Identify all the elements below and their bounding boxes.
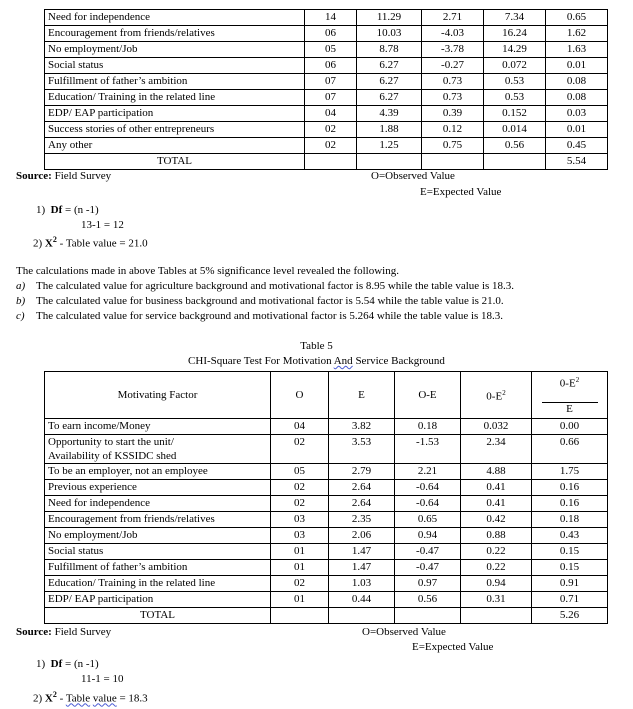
expected-cell: 2.64 <box>329 496 395 512</box>
expected-cell: 1.47 <box>329 560 395 576</box>
o-minus-e-cell: -0.64 <box>395 496 461 512</box>
summary-item-b: b) The calculated value for business background and motivational factor is 5.54 while the table value is 21.0. <box>16 295 504 307</box>
table-5-row <box>45 592 608 608</box>
table-1-row <box>45 138 608 154</box>
expected-cell: 1.03 <box>329 576 395 592</box>
df-formula-1: 1) Df = (n -1) <box>36 204 99 216</box>
observed-cell: 01 <box>271 544 329 560</box>
header-chi-ratio: $0-E^2$ E <box>532 372 608 419</box>
o-minus-e-squared-cell: 4.88 <box>461 464 532 480</box>
o-minus-e-squared-cell: 0.072 <box>484 58 546 74</box>
o-minus-e-squared-cell: 0.41 <box>461 496 532 512</box>
total-value: 5.54 <box>546 154 608 170</box>
expected-cell: 4.39 <box>357 106 422 122</box>
expected-cell: 2.35 <box>329 512 395 528</box>
total-value: 5.26 <box>532 608 608 624</box>
o-minus-e-cell: 0.73 <box>422 90 484 106</box>
expected-cell: 2.79 <box>329 464 395 480</box>
table-1-row <box>45 42 608 58</box>
table-5-row <box>45 435 608 464</box>
factor-cell: Previous experience <box>45 480 271 496</box>
table-5-row <box>45 560 608 576</box>
table-5-row <box>45 496 608 512</box>
factor-cell: Encouragement from friends/relatives <box>45 26 305 42</box>
factor-cell: Social status <box>45 58 305 74</box>
df-formula-2: 1) Df = (n -1) <box>36 658 99 670</box>
o-minus-e-squared-cell: 0.53 <box>484 74 546 90</box>
chi-table-value-1: 2) $X^2$ - Table value = 21.0 <box>33 235 148 250</box>
total-label: TOTAL <box>45 608 271 624</box>
observed-cell: 06 <box>305 26 357 42</box>
o-minus-e-squared-cell: 0.22 <box>461 560 532 576</box>
o-minus-e-cell: -0.64 <box>395 480 461 496</box>
observed-cell: 02 <box>305 122 357 138</box>
expected-legend-1: E=Expected Value <box>420 186 502 198</box>
observed-cell: 14 <box>305 10 357 26</box>
table-5 <box>44 371 608 624</box>
expected-cell: 3.82 <box>329 419 395 435</box>
header-o-minus-e-squared: $0-E^2$ <box>461 372 532 419</box>
observed-cell: 07 <box>305 90 357 106</box>
total-empty-cell <box>271 608 329 624</box>
factor-cell: EDP/ EAP participation <box>45 592 271 608</box>
expected-cell: 1.88 <box>357 122 422 138</box>
observed-cell: 05 <box>305 42 357 58</box>
o-minus-e-cell: -0.47 <box>395 544 461 560</box>
o-minus-e-squared-cell: 0.31 <box>461 592 532 608</box>
total-empty-cell <box>461 608 532 624</box>
expected-cell: 6.27 <box>357 90 422 106</box>
total-empty-cell <box>357 154 422 170</box>
o-minus-e-cell: -1.53 <box>395 435 461 464</box>
df-value-2: 11-1 = 10 <box>81 673 124 685</box>
source-1: Source: Field Survey <box>16 170 112 182</box>
o-minus-e-squared-cell: 0.94 <box>461 576 532 592</box>
o-minus-e-cell: 0.12 <box>422 122 484 138</box>
table-1-continued <box>44 9 608 170</box>
total-empty-cell <box>422 154 484 170</box>
factor-cell <box>45 435 271 464</box>
total-row <box>45 154 608 170</box>
table-5-header-row <box>45 372 608 419</box>
o-minus-e-cell: -4.03 <box>422 26 484 42</box>
factor-line-2: Availability of KSSIDC shed <box>48 450 177 462</box>
observed-cell: 03 <box>271 528 329 544</box>
o-minus-e-squared-cell: 0.88 <box>461 528 532 544</box>
o-minus-e-cell: 0.73 <box>422 74 484 90</box>
table-5-row <box>45 512 608 528</box>
factor-cell: Education/ Training in the related line <box>45 576 271 592</box>
expected-cell: 8.78 <box>357 42 422 58</box>
total-empty-cell <box>484 154 546 170</box>
table-1-row <box>45 58 608 74</box>
o-minus-e-squared-cell: 0.152 <box>484 106 546 122</box>
observed-cell: 04 <box>271 419 329 435</box>
chi-ratio-cell: 0.65 <box>546 10 608 26</box>
table-1-row <box>45 122 608 138</box>
o-minus-e-cell: 2.71 <box>422 10 484 26</box>
table-5-row <box>45 464 608 480</box>
chi-ratio-cell: 0.18 <box>532 512 608 528</box>
summary-item-a: a) The calculated value for agriculture background and motivational factor is 8.95 while the table value is 18.3. <box>16 280 515 292</box>
table-5-row <box>45 480 608 496</box>
header-e: E <box>329 372 395 419</box>
expected-cell: 11.29 <box>357 10 422 26</box>
factor-cell: To be an employer, not an employee <box>45 464 271 480</box>
o-minus-e-cell: 0.18 <box>395 419 461 435</box>
observed-cell: 01 <box>271 592 329 608</box>
table-5-title: CHI-Square Test For Motivation And Service Background <box>188 355 445 367</box>
table-1-row <box>45 74 608 90</box>
factor-cell: Success stories of other entrepreneurs <box>45 122 305 138</box>
o-minus-e-squared-cell: 0.032 <box>461 419 532 435</box>
chi-ratio-cell: 0.15 <box>532 560 608 576</box>
factor-cell: Fulfillment of father’s ambition <box>45 74 305 90</box>
chi-ratio-cell: 0.08 <box>546 74 608 90</box>
chi-ratio-cell: 0.45 <box>546 138 608 154</box>
observed-cell: 02 <box>305 138 357 154</box>
table-5-number: Table 5 <box>300 340 333 352</box>
factor-cell: Encouragement from friends/relatives <box>45 512 271 528</box>
observed-cell: 05 <box>271 464 329 480</box>
factor-line-1: Opportunity to start the unit/ <box>48 436 174 448</box>
observed-cell: 01 <box>271 560 329 576</box>
chi-ratio-cell: 0.43 <box>532 528 608 544</box>
factor-cell: To earn income/Money <box>45 419 271 435</box>
chi-ratio-cell: 1.62 <box>546 26 608 42</box>
table-1-row <box>45 90 608 106</box>
table-5-row <box>45 544 608 560</box>
chi-ratio-cell: 0.16 <box>532 496 608 512</box>
chi-ratio-cell: 0.16 <box>532 480 608 496</box>
expected-cell: 1.47 <box>329 544 395 560</box>
o-minus-e-squared-cell: 16.24 <box>484 26 546 42</box>
o-minus-e-squared-cell: 0.41 <box>461 480 532 496</box>
chi-ratio-cell: 0.01 <box>546 122 608 138</box>
chi-ratio-cell: 0.15 <box>532 544 608 560</box>
chi-ratio-cell: 0.03 <box>546 106 608 122</box>
o-minus-e-cell: 0.97 <box>395 576 461 592</box>
expected-legend-2: E=Expected Value <box>412 641 494 653</box>
o-minus-e-cell: -0.27 <box>422 58 484 74</box>
o-minus-e-cell: 2.21 <box>395 464 461 480</box>
table-5-row <box>45 528 608 544</box>
expected-cell: 3.53 <box>329 435 395 464</box>
observed-cell: 02 <box>271 576 329 592</box>
header-o: O <box>271 372 329 419</box>
total-empty-cell <box>305 154 357 170</box>
source-2: Source: Field Survey <box>16 626 112 638</box>
table-5-row <box>45 419 608 435</box>
o-minus-e-cell: 0.39 <box>422 106 484 122</box>
header-o-minus-e: O-E <box>395 372 461 419</box>
factor-cell: No employment/Job <box>45 528 271 544</box>
expected-cell: 0.44 <box>329 592 395 608</box>
total-empty-cell <box>395 608 461 624</box>
summary-item-c: c) The calculated value for service background and motivational factor is 5.264 while the table value is 18.3. <box>16 310 504 322</box>
expected-cell: 2.64 <box>329 480 395 496</box>
o-minus-e-squared-cell: 0.53 <box>484 90 546 106</box>
factor-cell: Need for independence <box>45 10 305 26</box>
observed-cell: 07 <box>305 74 357 90</box>
table-5-row <box>45 576 608 592</box>
expected-cell: 1.25 <box>357 138 422 154</box>
df-value-1: 13-1 = 12 <box>81 219 124 231</box>
table-1-row <box>45 106 608 122</box>
chi-ratio-cell: 0.71 <box>532 592 608 608</box>
expected-cell: 6.27 <box>357 58 422 74</box>
observed-cell: 06 <box>305 58 357 74</box>
chi-table-value-2: 2) $X^2$ - Table value = 18.3 <box>33 690 148 705</box>
o-minus-e-cell: 0.56 <box>395 592 461 608</box>
summary-intro: The calculations made in above Tables at 5% significance level revealed the following. <box>16 265 399 277</box>
observed-cell: 03 <box>271 512 329 528</box>
factor-cell: Need for independence <box>45 496 271 512</box>
o-minus-e-squared-cell: 0.56 <box>484 138 546 154</box>
observed-legend-1: O=Observed Value <box>371 170 455 182</box>
chi-ratio-cell: 1.75 <box>532 464 608 480</box>
chi-ratio-cell: 0.00 <box>532 419 608 435</box>
factor-cell: Education/ Training in the related line <box>45 90 305 106</box>
o-minus-e-cell: -0.47 <box>395 560 461 576</box>
chi-ratio-cell: 1.63 <box>546 42 608 58</box>
table-1-row <box>45 26 608 42</box>
observed-cell: 02 <box>271 480 329 496</box>
expected-cell: 10.03 <box>357 26 422 42</box>
o-minus-e-squared-cell: 0.014 <box>484 122 546 138</box>
chi-ratio-cell: 0.08 <box>546 90 608 106</box>
o-minus-e-squared-cell: 7.34 <box>484 10 546 26</box>
o-minus-e-squared-cell: 0.22 <box>461 544 532 560</box>
chi-ratio-cell: 0.01 <box>546 58 608 74</box>
o-minus-e-cell: -3.78 <box>422 42 484 58</box>
expected-cell: 2.06 <box>329 528 395 544</box>
total-empty-cell <box>329 608 395 624</box>
o-minus-e-squared-cell: 2.34 <box>461 435 532 464</box>
o-minus-e-squared-cell: 14.29 <box>484 42 546 58</box>
observed-cell: 04 <box>305 106 357 122</box>
total-label: TOTAL <box>45 154 305 170</box>
observed-cell: 02 <box>271 435 329 464</box>
factor-cell: Fulfillment of father’s ambition <box>45 560 271 576</box>
table-1-row <box>45 10 608 26</box>
observed-cell: 02 <box>271 496 329 512</box>
total-row <box>45 608 608 624</box>
chi-ratio-cell: 0.66 <box>532 435 608 464</box>
factor-cell: EDP/ EAP participation <box>45 106 305 122</box>
observed-legend-2: O=Observed Value <box>362 626 446 638</box>
factor-cell: Any other <box>45 138 305 154</box>
o-minus-e-cell: 0.75 <box>422 138 484 154</box>
o-minus-e-squared-cell: 0.42 <box>461 512 532 528</box>
o-minus-e-cell: 0.94 <box>395 528 461 544</box>
factor-cell: Social status <box>45 544 271 560</box>
factor-cell: No employment/Job <box>45 42 305 58</box>
chi-ratio-cell: 0.91 <box>532 576 608 592</box>
o-minus-e-cell: 0.65 <box>395 512 461 528</box>
header-motivating-factor: Motivating Factor <box>45 372 271 419</box>
expected-cell: 6.27 <box>357 74 422 90</box>
